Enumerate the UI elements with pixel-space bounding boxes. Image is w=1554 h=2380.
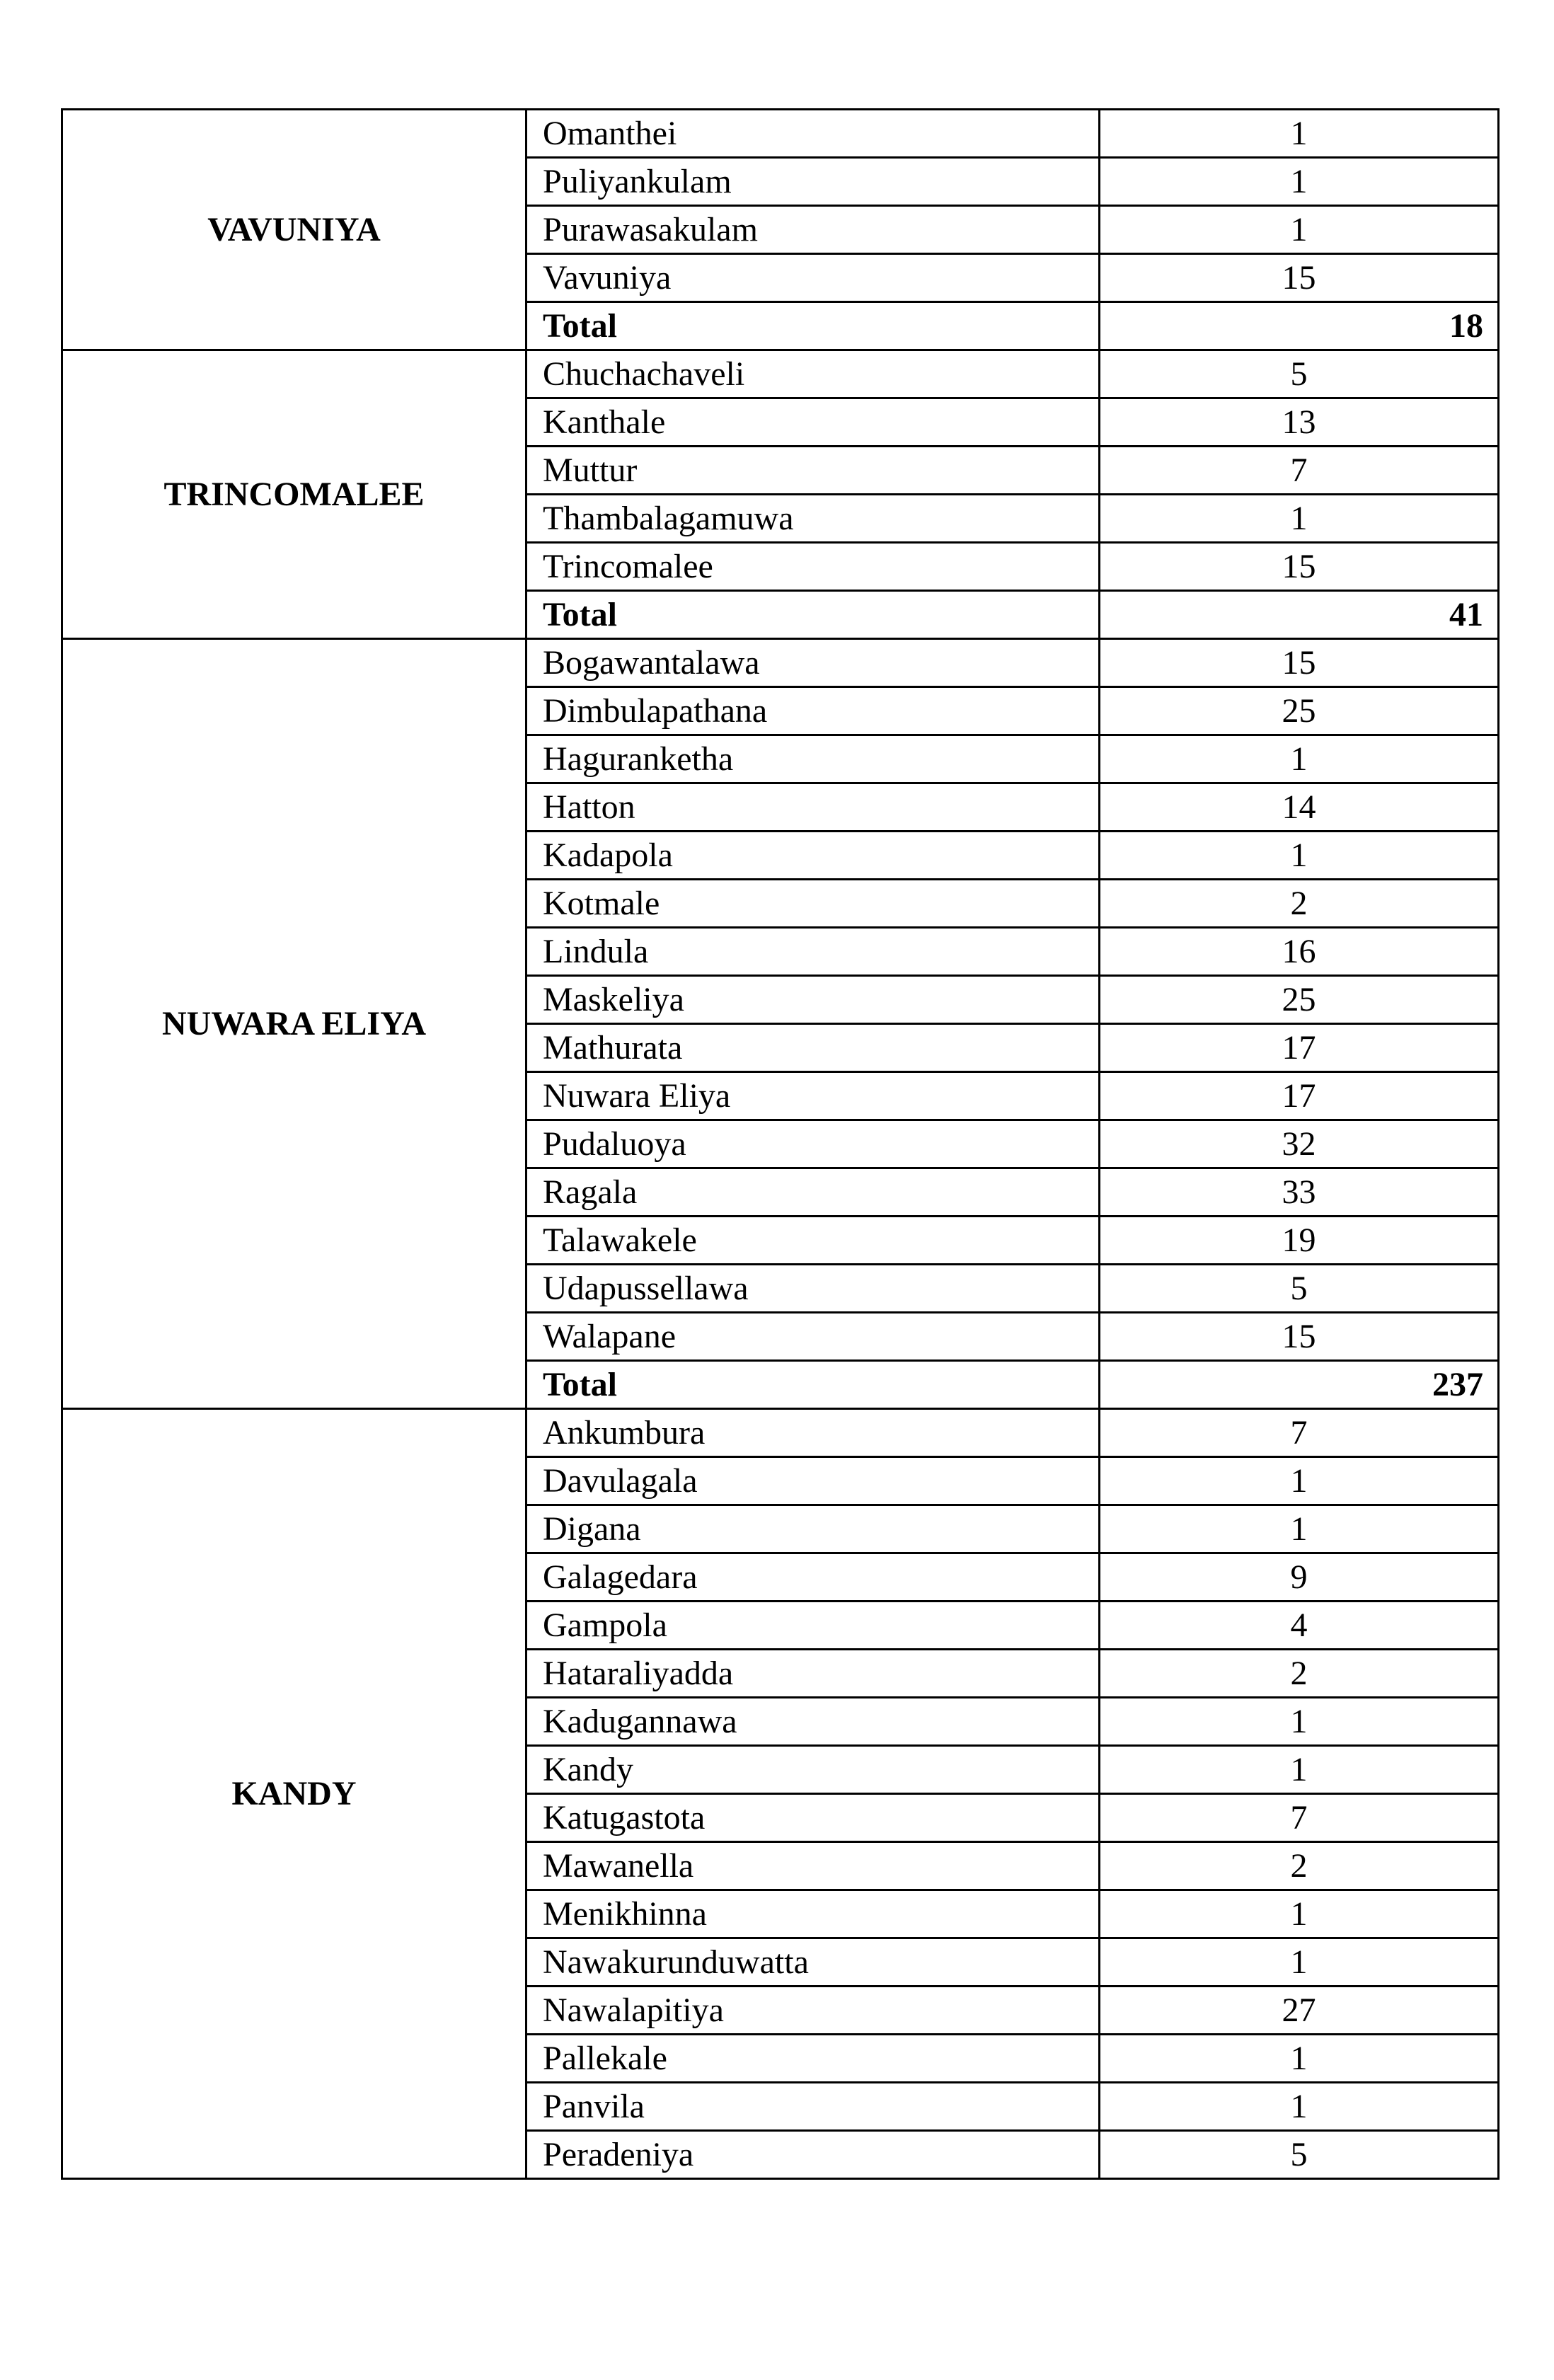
place-count: 1 <box>1100 495 1499 543</box>
place-count: 1 <box>1100 1746 1499 1794</box>
district-name: VAVUNIYA <box>62 110 526 350</box>
place-count: 25 <box>1100 687 1499 735</box>
total-value: 41 <box>1100 591 1499 639</box>
place-name: Purawasakulam <box>526 206 1100 254</box>
place-count: 9 <box>1100 1553 1499 1602</box>
place-name: Nawakurunduwatta <box>526 1938 1100 1987</box>
table-body <box>62 110 1499 2179</box>
place-count: 1 <box>1100 1890 1499 1938</box>
place-count: 2 <box>1100 880 1499 928</box>
place-name: Panvila <box>526 2083 1100 2131</box>
place-name: Walapane <box>526 1313 1100 1361</box>
place-name: Kandy <box>526 1746 1100 1794</box>
place-name: Mawanella <box>526 1842 1100 1890</box>
total-value: 237 <box>1100 1361 1499 1409</box>
table-row <box>62 1409 1499 1457</box>
place-count: 32 <box>1100 1120 1499 1168</box>
place-count: 2 <box>1100 1842 1499 1890</box>
place-count: 14 <box>1100 783 1499 832</box>
place-count: 1 <box>1100 1457 1499 1505</box>
place-count: 15 <box>1100 254 1499 302</box>
place-name: Pudaluoya <box>526 1120 1100 1168</box>
place-name: Bogawantalawa <box>526 639 1100 687</box>
place-name: Nuwara Eliya <box>526 1072 1100 1120</box>
place-name: Lindula <box>526 928 1100 976</box>
place-name: Katugastota <box>526 1794 1100 1842</box>
total-value: 18 <box>1100 302 1499 350</box>
place-name: Haguranketha <box>526 735 1100 783</box>
place-count: 17 <box>1100 1072 1499 1120</box>
place-count: 1 <box>1100 1505 1499 1553</box>
district-place-count-table <box>61 108 1500 2180</box>
place-name: Omanthei <box>526 110 1100 158</box>
place-count: 1 <box>1100 206 1499 254</box>
total-label: Total <box>526 591 1100 639</box>
place-name: Chuchachaveli <box>526 350 1100 398</box>
place-name: Kanthale <box>526 398 1100 447</box>
place-count: 1 <box>1100 1698 1499 1746</box>
place-count: 15 <box>1100 639 1499 687</box>
place-count: 1 <box>1100 110 1499 158</box>
total-label: Total <box>526 302 1100 350</box>
place-name: Digana <box>526 1505 1100 1553</box>
place-count: 1 <box>1100 2035 1499 2083</box>
place-name: Pallekale <box>526 2035 1100 2083</box>
place-name: Maskeliya <box>526 976 1100 1024</box>
table-row <box>62 110 1499 158</box>
place-count: 17 <box>1100 1024 1499 1072</box>
place-count: 19 <box>1100 1217 1499 1265</box>
place-count: 5 <box>1100 2131 1499 2179</box>
place-count: 4 <box>1100 1602 1499 1650</box>
place-count: 27 <box>1100 1987 1499 2035</box>
place-name: Puliyankulam <box>526 158 1100 206</box>
place-count: 16 <box>1100 928 1499 976</box>
place-count: 15 <box>1100 543 1499 591</box>
place-name: Gampola <box>526 1602 1100 1650</box>
place-count: 1 <box>1100 2083 1499 2131</box>
place-count: 13 <box>1100 398 1499 447</box>
place-count: 1 <box>1100 832 1499 880</box>
place-name: Hatton <box>526 783 1100 832</box>
place-name: Menikhinna <box>526 1890 1100 1938</box>
place-count: 7 <box>1100 1794 1499 1842</box>
place-name: Davulagala <box>526 1457 1100 1505</box>
district-name: KANDY <box>62 1409 526 2179</box>
table-row <box>62 639 1499 687</box>
place-count: 1 <box>1100 158 1499 206</box>
place-count: 5 <box>1100 350 1499 398</box>
place-name: Kotmale <box>526 880 1100 928</box>
place-count: 1 <box>1100 1938 1499 1987</box>
place-name: Kadugannawa <box>526 1698 1100 1746</box>
place-name: Ragala <box>526 1168 1100 1217</box>
place-count: 15 <box>1100 1313 1499 1361</box>
place-name: Talawakele <box>526 1217 1100 1265</box>
place-count: 5 <box>1100 1265 1499 1313</box>
table-row <box>62 350 1499 398</box>
place-name: Dimbulapathana <box>526 687 1100 735</box>
place-name: Udapussellawa <box>526 1265 1100 1313</box>
district-name: NUWARA ELIYA <box>62 639 526 1409</box>
place-name: Mathurata <box>526 1024 1100 1072</box>
place-name: Galagedara <box>526 1553 1100 1602</box>
place-name: Peradeniya <box>526 2131 1100 2179</box>
place-name: Ankumbura <box>526 1409 1100 1457</box>
place-name: Muttur <box>526 447 1100 495</box>
place-count: 33 <box>1100 1168 1499 1217</box>
place-name: Trincomalee <box>526 543 1100 591</box>
place-count: 1 <box>1100 735 1499 783</box>
place-name: Vavuniya <box>526 254 1100 302</box>
place-count: 25 <box>1100 976 1499 1024</box>
place-count: 7 <box>1100 447 1499 495</box>
district-name: TRINCOMALEE <box>62 350 526 639</box>
place-name: Hataraliyadda <box>526 1650 1100 1698</box>
total-label: Total <box>526 1361 1100 1409</box>
place-name: Kadapola <box>526 832 1100 880</box>
place-name: Nawalapitiya <box>526 1987 1100 2035</box>
place-count: 2 <box>1100 1650 1499 1698</box>
place-count: 7 <box>1100 1409 1499 1457</box>
place-name: Thambalagamuwa <box>526 495 1100 543</box>
